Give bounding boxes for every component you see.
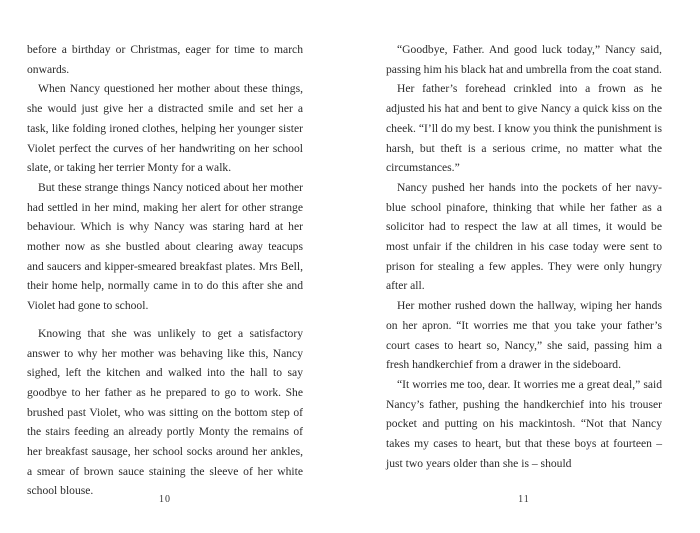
right-page [386,40,662,473]
left-page-number: 10 [159,494,171,505]
left-page [27,40,303,501]
left-paragraph-3: But these strange things Nancy noticed about her mother had settled in her mind, making her alert for other strange behaviour. Which is why Nancy was staring hard at her mother now as she bustled about clearing away teacups and saucers and kipper-smeared breakfast plates. Mrs Bell, their home help, normally came in to do this after she and Violet had gone to school. [27,180,303,313]
left-paragraph-4: Knowing that she was unlikely to get a satisfactory answer to why her mother was behaving like this, Nancy sighed, left the kitchen and walked into the hall to say goodbye to her father as he prepared to go to work. She brushed past Violet, who was sitting on the bottom step of the stairs feeding an already portly Monty the remains of her breakfast sausage, her school socks around her ankles, a smear of brown sauce staining the sleeve of her white school blouse. [27,326,303,498]
right-page-number: 11 [518,494,530,505]
right-paragraph-4: Her mother rushed down the hallway, wiping her hands on her apron. “It worries me that you take your father’s court cases to heart so, Nancy,” she said, passing him a fresh handkerchief from a drawer in the sideboard. [386,299,662,372]
right-paragraph-2: Her father’s forehead crinkled into a frown as he adjusted his hat and bent to give Nancy a quick kiss on the cheek. “I’ll do my best. I know you think the punishment is harsh, but theft is a serious crime, no matter what the circumstances.” [386,82,662,175]
right-paragraph-3: Nancy pushed her hands into the pockets of her navy-blue school pinafore, thinking that while her father as a solicitor had to respect the law at all times, it would be most unfair if the children in his case today were sent to prison for stealing a few apples. They were only hungry after all. [386,180,662,293]
right-paragraph-5: “It worries me too, dear. It worries me a great deal,” said Nancy’s father, pushing the handkerchief into his trouser pocket and putting on his mackintosh. “Not that Nancy takes my cases to heart, but that these boys at fourteen – just two years older than she is – should [386,377,662,470]
right-paragraph-1: “Goodbye, Father. And good luck today,” Nancy said, passing him his black hat and umbrella from the coat stand. [386,43,662,76]
left-paragraph-1: before a birthday or Christmas, eager for time to march onwards. [27,43,303,76]
left-paragraph-2: When Nancy questioned her mother about these things, she would just give her a distracted smile and set her a task, like folding ironed clothes, helping her younger sister Violet perfect the curves of her handwriting on her school slate, or taking her terrier Monty for a walk. [27,82,303,175]
